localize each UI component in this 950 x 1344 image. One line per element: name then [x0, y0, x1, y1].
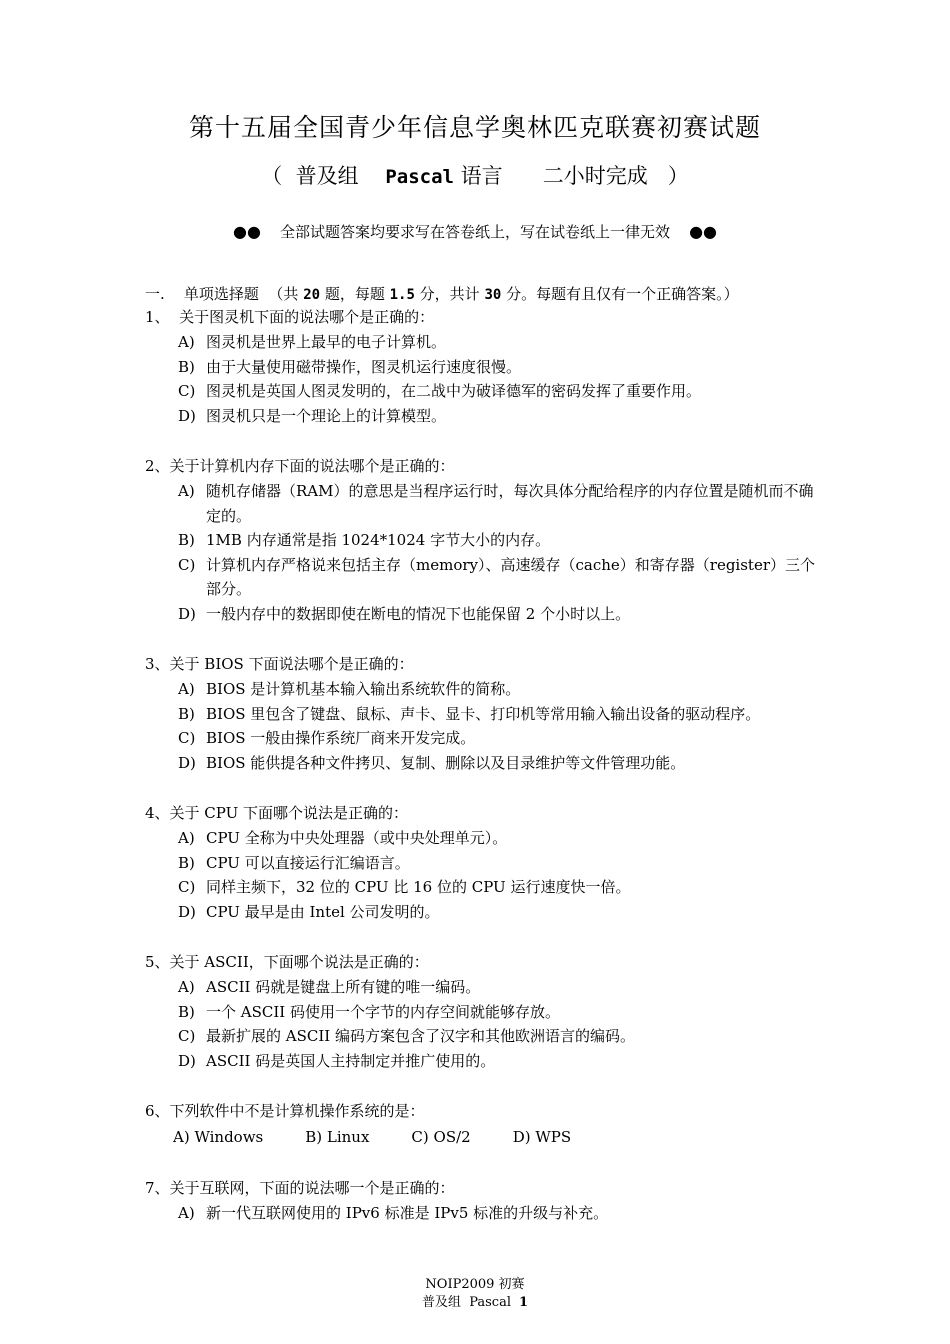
option-text: 由于大量使用磁带操作，图灵机运行速度很慢。 [206, 357, 522, 376]
page-number: 1 [519, 1295, 529, 1310]
question-6 [145, 1099, 825, 1150]
exam-subtitle [0, 160, 950, 190]
option-d [145, 751, 825, 776]
question-stem: 2、关于计算机内存下面的说法哪个是正确的： [145, 457, 455, 475]
option-label: B) [178, 531, 195, 549]
question-stem: 7、关于互联网，下面的说法哪一个是正确的： [145, 1179, 455, 1197]
option-text: 同样主频下，32 位的 CPU 比 16 位的 CPU 运行速度快一倍。 [206, 878, 631, 896]
option-label: A) [178, 333, 195, 351]
option-label: D) [178, 753, 196, 772]
section-title: 单项选择题 [183, 285, 259, 303]
option-label: D) [178, 1051, 196, 1070]
option-label: A) [178, 680, 195, 698]
question-4 [145, 801, 825, 924]
inline-options [145, 1124, 825, 1150]
option-b: B) Linux [305, 1128, 370, 1146]
option-text: BIOS 是计算机基本输入输出系统软件的简称。 [206, 680, 521, 698]
question-stem: 4、关于 CPU 下面哪个说法是正确的： [145, 804, 409, 822]
option-b [145, 851, 825, 876]
option-text: BIOS 能供提各种文件拷贝、复制、删除以及目录维护等文件管理功能。 [206, 753, 686, 772]
option-text: 图灵机是英国人图灵发明的，在二战中为破译德军的密码发挥了重要作用。 [206, 382, 702, 400]
exam-notice [0, 221, 950, 242]
question-stem: 5、关于 ASCII，下面哪个说法是正确的： [145, 953, 429, 971]
question-3 [145, 652, 825, 775]
section-count: 20 [303, 287, 321, 303]
option-c: C) OS/2 [411, 1128, 471, 1146]
option-text: 图灵机是世界上最早的电子计算机。 [206, 333, 447, 351]
option-a [145, 330, 825, 355]
option-a [145, 479, 825, 528]
option-text: BIOS 里包含了键盘、鼠标、声卡、显卡、打印机等常用输入输出设备的驱动程序。 [206, 704, 761, 723]
option-text: ASCII 码是英国人主持制定并推广使用的。 [206, 1051, 496, 1070]
footer-group: 普及组 Pascal [421, 1295, 511, 1310]
option-b [145, 1000, 825, 1025]
notice-text: 全部试题答案均要求写在答卷纸上，写在试卷纸上一律无效 [279, 223, 670, 241]
section-total: 30 [484, 287, 502, 303]
option-d [145, 1049, 825, 1074]
option-a [145, 677, 825, 702]
section-number: 一. [145, 285, 165, 303]
subtitle-group: （ 普及组 [261, 164, 386, 188]
section-desc-2: 题，每题 [320, 285, 390, 303]
option-text: 一般内存中的数据即使在断电的情况下也能保留 2 个小时以上。 [206, 604, 631, 623]
option-d [145, 900, 825, 925]
option-a [145, 826, 825, 851]
section-desc-3: 分，共计 [414, 285, 485, 303]
option-b [145, 355, 825, 380]
notice-left-bullets: ●● [232, 222, 261, 241]
option-label: A) [178, 978, 195, 996]
exam-title: 第十五届全国青少年信息学奥林匹克联赛初赛试题 [188, 113, 761, 142]
option-d [145, 404, 825, 429]
option-label: D) [178, 604, 196, 623]
option-label: B) [178, 1002, 195, 1021]
option-text: 一个 ASCII 码使用一个字节的内存空间就能够存放。 [206, 1002, 560, 1021]
question-1 [145, 305, 825, 428]
option-a [145, 1201, 825, 1226]
option-text: 新一代互联网使用的 IPv6 标准是 IPv5 标准的升级与补充。 [206, 1204, 609, 1222]
subtitle-language: Pascal [385, 166, 454, 188]
option-label: A) [178, 829, 195, 847]
notice-right-bullets: ●● [689, 222, 717, 241]
option-label: C) [178, 382, 196, 400]
footer-exam-name: NOIP2009 初赛 [425, 1277, 525, 1292]
page-footer [0, 1276, 950, 1312]
option-label: A) [178, 482, 195, 500]
option-label: C) [178, 1027, 196, 1045]
option-label: B) [178, 704, 195, 723]
section-heading [145, 283, 825, 305]
option-text: 随机存储器（RAM）的意思是当程序运行时，每次具体分配给程序的内存位置是随机而不确定的。 [206, 482, 814, 525]
option-label: C) [178, 729, 196, 747]
option-c [145, 553, 825, 602]
option-c [145, 726, 825, 751]
option-b [145, 702, 825, 727]
footer-group-line [0, 1294, 950, 1312]
option-a: A) Windows [173, 1128, 264, 1146]
option-label: C) [178, 555, 196, 574]
question-2 [145, 454, 825, 626]
option-text: ASCII 码就是键盘上所有键的唯一编码。 [206, 978, 481, 996]
option-c [145, 379, 825, 404]
option-c [145, 875, 825, 900]
question-7 [145, 1176, 825, 1226]
option-label: D) [178, 406, 196, 425]
option-text: CPU 可以直接运行汇编语言。 [206, 853, 410, 872]
option-b [145, 528, 825, 553]
question-5 [145, 950, 825, 1073]
option-text: BIOS 一般由操作系统厂商来开发完成。 [206, 729, 476, 747]
question-stem: 1、 关于图灵机下面的说法哪个是正确的： [145, 308, 435, 326]
option-a [145, 975, 825, 1000]
option-text: 1MB 内存通常是指 1024*1024 字节大小的内存。 [206, 531, 551, 549]
option-d [145, 602, 825, 627]
option-text: CPU 最早是由 Intel 公司发明的。 [206, 902, 440, 921]
question-stem: 3、关于 BIOS 下面说法哪个是正确的： [145, 655, 414, 673]
option-label: A) [178, 1204, 195, 1222]
section-desc-4: 分。每题有且仅有一个正确答案。） [501, 285, 739, 303]
section-desc-1: （共 [268, 285, 304, 303]
option-label: B) [178, 853, 195, 872]
section-score: 1.5 [389, 287, 415, 303]
option-text: 图灵机只是一个理论上的计算模型。 [206, 406, 447, 425]
option-text: 最新扩展的 ASCII 编码方案包含了汉字和其他欧洲语言的编码。 [206, 1027, 635, 1045]
option-d: D) WPS [512, 1128, 572, 1146]
option-text: 计算机内存严格说来包括主存（memory）、高速缓存（cache）和寄存器（register）三个部分。 [206, 555, 816, 598]
option-text: CPU 全称为中央处理器（或中央处理单元）。 [206, 829, 508, 847]
exam-content [145, 283, 825, 1248]
option-label: D) [178, 902, 196, 921]
option-label: C) [178, 878, 196, 896]
question-stem: 6、下列软件中不是计算机操作系统的是： [145, 1102, 425, 1120]
option-c [145, 1024, 825, 1049]
option-label: B) [178, 357, 195, 376]
subtitle-duration: 语言 二小时完成 ） [453, 164, 689, 188]
